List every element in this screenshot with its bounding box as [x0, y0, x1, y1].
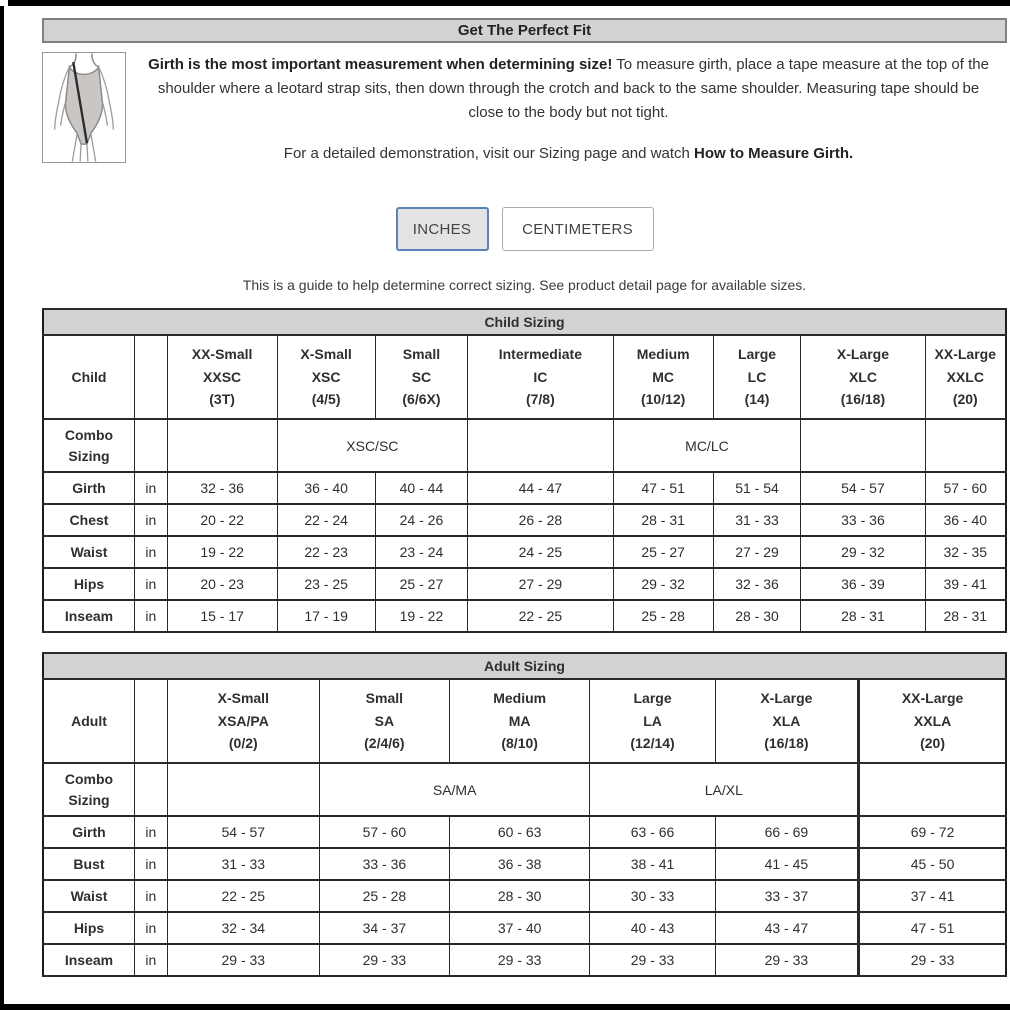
size-value-cell: 43 - 47: [715, 912, 858, 944]
size-header-code: IC: [533, 368, 548, 385]
size-header-name: X-Small: [217, 690, 269, 707]
size-header-code: XXLA: [913, 712, 952, 729]
combo-cell: [167, 419, 277, 472]
combo-cell: [468, 419, 613, 472]
unit-cell: in: [134, 912, 167, 944]
size-value-cell: 29 - 32: [613, 568, 713, 600]
size-header-code: MC: [652, 368, 675, 385]
size-header-code: SA: [374, 712, 395, 729]
size-header-range: (7/8): [525, 391, 555, 408]
size-value-cell: 54 - 57: [801, 472, 925, 504]
size-header-name: Medium: [636, 346, 690, 363]
size-header-name: X-Large: [760, 690, 813, 707]
size-value-cell: 29 - 33: [449, 944, 590, 976]
girth-intro-section: [42, 52, 1007, 163]
size-column-header: [613, 335, 713, 419]
size-header-name: Intermediate: [498, 346, 582, 363]
size-value-cell: 19 - 22: [167, 536, 277, 568]
frame-top-border: [8, 0, 1010, 6]
size-header-range: (20): [952, 391, 978, 408]
page-title-text: Get The Perfect Fit: [457, 22, 592, 39]
table-title-row: [43, 653, 1006, 679]
size-value-cell: 25 - 27: [375, 568, 467, 600]
size-value-cell: 32 - 34: [167, 912, 319, 944]
unit-cell: in: [134, 600, 167, 632]
size-value-cell: 25 - 28: [319, 880, 449, 912]
size-value-cell: 37 - 41: [859, 880, 1006, 912]
size-value-cell: 29 - 33: [319, 944, 449, 976]
size-header-name: Medium: [493, 690, 547, 707]
size-value-cell: 29 - 32: [801, 536, 925, 568]
size-header-code: XLC: [848, 368, 877, 385]
size-header-range: (6/6X): [402, 391, 441, 408]
combo-cell: [859, 763, 1006, 816]
size-header-range: (2/4/6): [364, 735, 405, 752]
girth-instructions-bold: Girth is the most important measurement when determining size!: [148, 56, 613, 73]
unit-cell: in: [134, 944, 167, 976]
demo-sentence-prefix: For a detailed demonstration, visit our Sizing page and watch: [283, 145, 695, 162]
measurement-label: Bust: [43, 848, 134, 880]
measurement-label: Girth: [43, 472, 134, 504]
size-value-cell: 29 - 33: [590, 944, 715, 976]
size-header-code: LC: [747, 368, 767, 385]
measurement-row: [43, 816, 1006, 848]
measurement-label: Chest: [43, 504, 134, 536]
table-title: Child Sizing: [43, 309, 1006, 335]
size-value-cell: 31 - 33: [167, 848, 319, 880]
size-value-cell: 20 - 23: [167, 568, 277, 600]
size-value-cell: 60 - 63: [449, 816, 590, 848]
size-value-cell: 57 - 60: [319, 816, 449, 848]
unit-column-header: [134, 335, 167, 419]
combo-cell: MC/LC: [613, 419, 801, 472]
unit-cell: in: [134, 880, 167, 912]
size-value-cell: 28 - 30: [713, 600, 801, 632]
unit-cell: in: [134, 536, 167, 568]
combo-sizing-label: Combo Sizing: [43, 763, 134, 816]
size-value-cell: 32 - 35: [925, 536, 1006, 568]
size-header-name: XX-Small: [191, 346, 253, 363]
size-value-cell: 47 - 51: [859, 912, 1006, 944]
size-header-range: (12/14): [630, 735, 675, 752]
measurement-label: Girth: [43, 816, 134, 848]
size-header-name: X-Large: [836, 346, 889, 363]
size-value-cell: 36 - 40: [925, 504, 1006, 536]
size-value-cell: 40 - 43: [590, 912, 715, 944]
combo-cell: XSC/SC: [277, 419, 468, 472]
size-value-cell: 36 - 38: [449, 848, 590, 880]
child-sizing-section: [42, 308, 1007, 633]
size-header-code: XXLC: [946, 368, 984, 385]
size-value-cell: 37 - 40: [449, 912, 590, 944]
measurement-row: [43, 504, 1006, 536]
size-header-name: Large: [633, 690, 672, 707]
measurement-row: [43, 944, 1006, 976]
unit-cell: [134, 763, 167, 816]
size-value-cell: 25 - 27: [613, 536, 713, 568]
size-value-cell: 45 - 50: [859, 848, 1006, 880]
size-value-cell: 29 - 33: [167, 944, 319, 976]
measurement-label: Waist: [43, 880, 134, 912]
inches-button[interactable]: INCHES: [396, 207, 489, 251]
size-value-cell: 24 - 25: [468, 536, 613, 568]
size-header-name: Small: [365, 690, 404, 707]
unit-cell: in: [134, 848, 167, 880]
size-value-cell: 20 - 22: [167, 504, 277, 536]
girth-instructions-rest: To measure girth, place a tape measure at the top of the shoulder where a leotard strap sits, then down through the crotch and back to the same shoulder. Measuring tape should be close to the body but not tight.: [157, 56, 989, 121]
frame-bottom-border: [0, 1004, 1010, 1010]
unit-toggle: [42, 207, 1007, 251]
adult-sizing-table: [42, 652, 1007, 977]
size-value-cell: 32 - 36: [167, 472, 277, 504]
leotard-girth-diagram-icon: [42, 52, 126, 163]
size-header-range: (10/12): [640, 391, 686, 408]
combo-cell: [801, 419, 925, 472]
size-header-code: XLA: [772, 712, 801, 729]
size-header-code: XXSC: [203, 368, 242, 385]
size-value-cell: 57 - 60: [925, 472, 1006, 504]
size-header-row: [43, 335, 1006, 419]
combo-cell: SA/MA: [319, 763, 590, 816]
measurement-label: Hips: [43, 568, 134, 600]
combo-cell: [925, 419, 1006, 472]
size-value-cell: 28 - 31: [613, 504, 713, 536]
measurement-row: [43, 536, 1006, 568]
size-value-cell: 51 - 54: [713, 472, 801, 504]
combo-sizing-row: [43, 763, 1006, 816]
size-header-range: (14): [744, 391, 770, 408]
size-column-header: [449, 679, 590, 763]
measurement-label: Waist: [43, 536, 134, 568]
size-value-cell: 33 - 37: [715, 880, 858, 912]
size-value-cell: 23 - 25: [277, 568, 375, 600]
size-column-header: [277, 335, 375, 419]
table-title: Adult Sizing: [43, 653, 1006, 679]
size-value-cell: 34 - 37: [319, 912, 449, 944]
size-header-code: XSC: [311, 368, 341, 385]
girth-instructions: [140, 53, 997, 125]
combo-cell: LA/XL: [590, 763, 859, 816]
size-column-header: [375, 335, 467, 419]
size-column-header: [167, 679, 319, 763]
combo-cell: [167, 763, 319, 816]
table-title-row: [43, 309, 1006, 335]
size-column-header: [319, 679, 449, 763]
size-value-cell: 22 - 24: [277, 504, 375, 536]
measurement-row: [43, 600, 1006, 632]
size-value-cell: 22 - 25: [167, 880, 319, 912]
size-value-cell: 28 - 31: [925, 600, 1006, 632]
size-value-cell: 28 - 31: [801, 600, 925, 632]
size-header-name: XX-Large: [901, 690, 964, 707]
leotard-figure-icon: [43, 53, 125, 162]
size-value-cell: 27 - 29: [468, 568, 613, 600]
guide-note: This is a guide to help determine correct sizing. See product detail page for available sizes.: [242, 277, 807, 293]
size-value-cell: 36 - 39: [801, 568, 925, 600]
measurement-label: Hips: [43, 912, 134, 944]
combo-sizing-label: Combo Sizing: [43, 419, 134, 472]
size-value-cell: 23 - 24: [375, 536, 467, 568]
unit-cell: in: [134, 504, 167, 536]
size-value-cell: 30 - 33: [590, 880, 715, 912]
size-value-cell: 33 - 36: [801, 504, 925, 536]
size-value-cell: 40 - 44: [375, 472, 467, 504]
size-value-cell: 33 - 36: [319, 848, 449, 880]
size-header-name: Small: [402, 346, 441, 363]
measurement-label: Inseam: [43, 944, 134, 976]
size-header-code: LA: [643, 712, 662, 729]
frame-left-border: [0, 6, 4, 1010]
size-header-name: XX-Large: [934, 346, 996, 363]
size-value-cell: 22 - 23: [277, 536, 375, 568]
size-value-cell: 41 - 45: [715, 848, 858, 880]
measurement-row: [43, 472, 1006, 504]
unit-cell: in: [134, 816, 167, 848]
size-header-name: X-Small: [300, 346, 352, 363]
size-column-header: [713, 335, 801, 419]
size-value-cell: 28 - 30: [449, 880, 590, 912]
size-header-code: MA: [508, 712, 531, 729]
size-value-cell: 15 - 17: [167, 600, 277, 632]
size-value-cell: 54 - 57: [167, 816, 319, 848]
combo-sizing-row: [43, 419, 1006, 472]
size-header-range: (4/5): [311, 391, 341, 408]
measurement-label: Inseam: [43, 600, 134, 632]
size-header-range: (16/18): [764, 735, 809, 752]
unit-cell: [134, 419, 167, 472]
measurement-row: [43, 848, 1006, 880]
measurement-row: [43, 912, 1006, 944]
size-value-cell: 38 - 41: [590, 848, 715, 880]
size-header-range: (3T): [209, 391, 235, 408]
size-header-code: XSA/PA: [217, 712, 269, 729]
size-value-cell: 32 - 36: [713, 568, 801, 600]
size-header-range: (8/10): [501, 735, 538, 752]
page-title: [42, 18, 1007, 43]
size-value-cell: 31 - 33: [713, 504, 801, 536]
size-header-range: (16/18): [840, 391, 886, 408]
adult-corner-label: Adult: [43, 679, 134, 763]
unit-cell: in: [134, 568, 167, 600]
size-header-range: (20): [920, 735, 946, 752]
size-header-range: (0/2): [228, 735, 258, 752]
size-value-cell: 44 - 47: [468, 472, 613, 504]
child-sizing-table: [42, 308, 1007, 633]
adult-sizing-section: [42, 652, 1007, 977]
demo-sentence: [140, 145, 997, 162]
size-column-header: [715, 679, 858, 763]
size-column-header: [801, 335, 925, 419]
size-value-cell: 27 - 29: [713, 536, 801, 568]
demo-sentence-bold: How to Measure Girth.: [694, 145, 854, 162]
size-value-cell: 24 - 26: [375, 504, 467, 536]
centimeters-button[interactable]: CENTIMETERS: [502, 207, 654, 251]
size-value-cell: 25 - 28: [613, 600, 713, 632]
size-value-cell: 63 - 66: [590, 816, 715, 848]
size-header-row: [43, 679, 1006, 763]
size-value-cell: 69 - 72: [859, 816, 1006, 848]
size-column-header: [925, 335, 1006, 419]
size-header-name: Large: [737, 346, 777, 363]
intro-text-column: [126, 52, 1007, 163]
size-column-header: [468, 335, 613, 419]
measurement-row: [43, 568, 1006, 600]
unit-cell: in: [134, 472, 167, 504]
unit-column-header: [134, 679, 167, 763]
size-value-cell: 29 - 33: [859, 944, 1006, 976]
size-value-cell: 19 - 22: [375, 600, 467, 632]
size-value-cell: 26 - 28: [468, 504, 613, 536]
measurement-row: [43, 880, 1006, 912]
size-value-cell: 39 - 41: [925, 568, 1006, 600]
size-value-cell: 47 - 51: [613, 472, 713, 504]
size-value-cell: 22 - 25: [468, 600, 613, 632]
size-column-header: [590, 679, 715, 763]
size-header-code: SC: [411, 368, 432, 385]
size-value-cell: 17 - 19: [277, 600, 375, 632]
size-value-cell: 29 - 33: [715, 944, 858, 976]
child-corner-label: Child: [43, 335, 134, 419]
size-value-cell: 36 - 40: [277, 472, 375, 504]
size-value-cell: 66 - 69: [715, 816, 858, 848]
size-column-header: [167, 335, 277, 419]
size-column-header: [859, 679, 1006, 763]
